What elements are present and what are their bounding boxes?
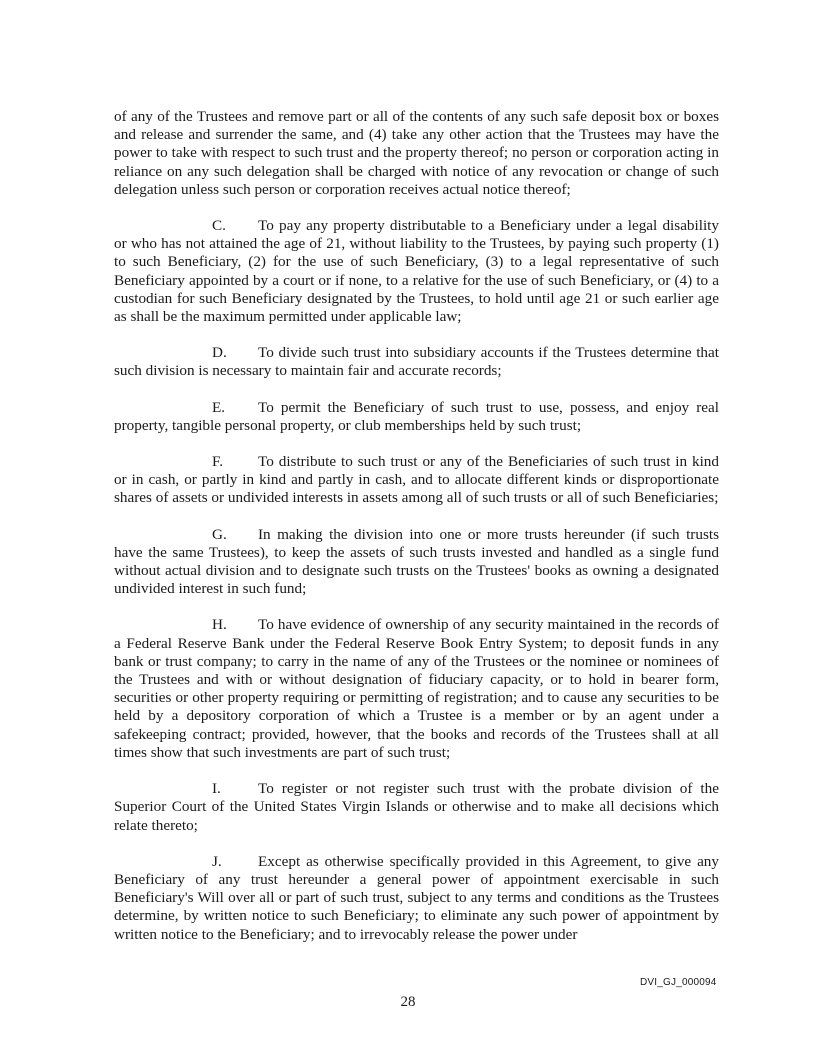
opening-paragraph: of any of the Trustees and remove part or all of the contents of any such safe deposit box or boxes and release and surrender the same, and (4) take any other action that the Trustees may have the power to take with respect to such trust and the property thereof; no person or corporation acting in reliance on any such delegation shall be charged with notice of any revocation or change of such delegation unless such person or corporation receives actual notice thereof; <box>114 108 719 198</box>
section-letter: F. <box>212 453 224 471</box>
section-text: To distribute to such trust or any of the Beneficiaries of such trust in kind or in cash, or partly in kind and partly in cash, and to allocate different kinds or disproportionate shares of assets or undivided interests in assets among all of such trusts or all of such Beneficiaries; <box>114 453 719 507</box>
section-j <box>114 853 719 944</box>
document-body <box>114 108 719 962</box>
section-letter: E. <box>212 398 226 416</box>
section-letter: C. <box>212 217 226 235</box>
section-c <box>114 217 719 326</box>
section-i <box>114 780 719 835</box>
page-number: 28 <box>400 994 416 1010</box>
section-text: In making the division into one or more trusts hereunder (if such trusts have the same Trustees), to keep the assets of such trusts invested and handled as a single fund without actual division and to designate such trusts on the Trustees' books as owning a designated undivided interest in such fund; <box>114 525 719 598</box>
section-d <box>114 344 719 380</box>
section-letter: D. <box>212 344 227 362</box>
section-f <box>114 453 719 508</box>
section-letter: G. <box>212 525 227 543</box>
section-text: Except as otherwise specifically provided in this Agreement, to give any Beneficiary of any trust hereunder a general power of appointment exercisable in such Beneficiary's Will over all or part of such trust, subject to any terms and conditions as the Trustees determine, by written notice to such Beneficiary; to eliminate any such power of appointment by written notice to the Beneficiary; and to irrevocably release the power under <box>114 852 719 943</box>
section-g <box>114 526 719 599</box>
section-letter: J. <box>212 852 222 870</box>
section-text: To pay any property distributable to a Beneficiary under a legal disability or who has not attained the age of 21, without liability to the Trustees, by paying such property (1) to such Beneficiary, (2) for the use of such Beneficiary, (3) to a legal representative of such Beneficiary appointed by a court or if none, to a relative for the use of such Beneficiary, or (4) to a custodian for such Beneficiary designated by the Trustees, to hold until age 21 or such earlier age as shall be the maximum permitted under applicable law; <box>114 217 719 326</box>
section-text: To divide such trust into subsidiary accounts if the Trustees determine that such division is necessary to maintain fair and accurate records; <box>114 344 719 380</box>
section-text: To permit the Beneficiary of such trust to use, possess, and enjoy real property, tangible personal property, or club memberships held by such trust; <box>114 398 719 434</box>
section-h <box>114 616 719 762</box>
section-text: To have evidence of ownership of any security maintained in the records of a Federal Reserve Bank under the Federal Reserve Book Entry System; to deposit funds in any bank or trust company; to carry in the name of any of the Trustees or the nominee or nominees of the Trustees and with or without designation of fiduciary capacity, or to hold in bearer form, securities or other property requiring or permitting of registration; and to cause any securities to be held by a depository corporation of which a Trustee is a member or by an agent under a safekeeping contract; provided, however, that the books and records of the Trustees shall at all times show that such investments are part of such trust; <box>114 616 719 761</box>
section-e <box>114 399 719 435</box>
section-text: To register or not register such trust with the probate division of the Superior Court of the United States Virgin Islands or otherwise and to make all decisions which relate thereto; <box>114 780 719 834</box>
section-letter: H. <box>212 616 227 634</box>
bates-number: DVI_GJ_000094 <box>640 977 717 988</box>
section-letter: I. <box>212 780 221 798</box>
